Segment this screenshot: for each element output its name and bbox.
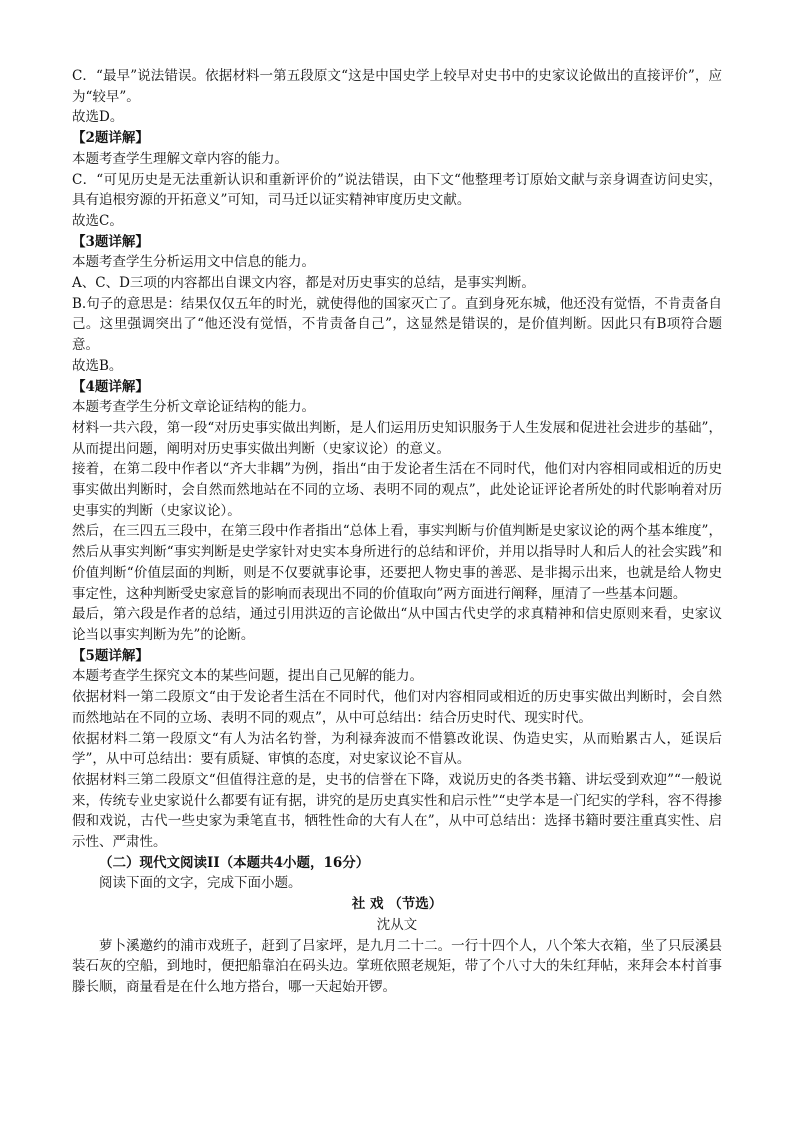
paragraph: C．“可见历史是无法重新认识和重新评价的”说法错误，由下文“他整理考订原始文献与亲身调查访问史实，具有追根穷源的开拓意义”可知，司马迁以证实精神审度历史文献。: [72, 171, 722, 209]
paragraph: 然后，在三四五三段中，在第三段中作者指出“总体上看，事实判断与价值判断是史家议论的两个基本维度”，然后从事实判断“事实判断是史学家针对史实本身所进行的总结和评价，并用以指导时人和后人的社会实践”和价值判断“价值层面的判断，则是不仅要就事论事，还要把人物史事的善恶、是非揭示出来，也就是给人物史事定性，这种判断受史家意旨的影响而表现出不同的价值取向”两方面进行阐释，厘清了一些基本问题。: [72, 523, 722, 602]
question-heading: 【2题详解】: [72, 130, 149, 147]
paragraph: 接着，在第二段中作者以“齐大非耦”为例，指出“由于发论者生活在不同时代，他们对内容相同或相近的历史事实做出判断时，会自然而然地站在不同的立场、表明不同的观点”，此处论证评论者所处的时代影响着对历史事实的判断（史家议论）。: [72, 461, 722, 519]
question-heading: 【4题详解】: [72, 378, 149, 395]
paragraph: 故选C。: [72, 212, 123, 229]
paragraph: B.句子的意思是：结果仅仅五年的时光，就使得他的国家灭亡了。直到身死东城，他还没有觉悟，不肯责备自己。这里强调突出了“他还没有觉悟，不肯责备自己”，这显然是错误的，是价值判断。因此只有B项符合题意。: [72, 295, 722, 354]
paragraph: 故选B。: [72, 357, 123, 374]
section-heading: （二）现代文阅读II（本题共4小题，16分）: [99, 854, 370, 871]
paragraph: A、C、D三项的内容都出自课文内容，都是对历史事实的总结，是事实判断。: [72, 275, 535, 292]
paragraph: 依据材料二第一段原文“有人为沽名钓誉，为利禄奔波而不惜篡改讹误、伪造史实，从而贻累古人，延误后学”，从中可总结出：要有质疑、审慎的态度，对史家议论不盲从。: [72, 730, 722, 768]
paragraph: 本题考查学生探究文本的某些问题，提出自己见解的能力。: [72, 668, 423, 685]
article-author: 沈从文: [376, 916, 418, 933]
paragraph: 本题考查学生分析运用文中信息的能力。: [72, 254, 315, 271]
paragraph: C．“最早”说法错误。依据材料一第五段原文“这是中国史学上较早对史书中的史家议论做出的直接评价”，应为“较早”。: [72, 68, 722, 105]
paragraph: 最后，第六段是作者的总结，通过引用洪迈的言论做出“从中国古代史学的求真精神和信史原则来看，史家议论当以事实判断为先”的论断。: [72, 606, 722, 643]
paragraph: 依据材料一第二段原文“由于发论者生活在不同时代，他们对内容相同或相近的历史事实做出判断时，会自然而然地站在不同的立场、表明不同的观点”，从中可总结出：结合历史时代、现实时代。: [72, 689, 722, 726]
paragraph: 依据材料三第二段原文“但值得注意的是，史书的信誉在下降，戏说历史的各类书籍、讲坛受到欢迎”“一般说来，传统专业史家说什么都要有证有据，讲究的是历史真实性和启示性”“史学本是一门纪实的学科，容不得掺假和戏说，古代一些史家为秉笔直书，牺牲性命的大有人在”，从中可总结出：选择书籍时要注重真实性、启示性、严肃性。: [72, 771, 722, 851]
article-paragraph: 萝卜溪邀约的浦市戏班子，赶到了吕家坪，是九月二十二。一行十四个人，八个笨大衣箱，坐了只辰溪县装石灰的空船，到地时，便把船靠泊在码头边。掌班依照老规矩，带了个八寸大的朱红拜帖，来拜会本村首事滕长顺，商量看是在什么地方搭台，哪一天起始开锣。: [72, 937, 722, 995]
paragraph: 本题考查学生理解文章内容的能力。: [72, 150, 288, 167]
document-page: [72, 66, 722, 998]
paragraph: 本题考查学生分析文章论证结构的能力。: [72, 399, 315, 416]
article-title: 社 戏 （节选）: [351, 896, 443, 913]
question-heading: 【5题详解】: [72, 647, 149, 664]
instruction-text: 阅读下面的文字，完成下面小题。: [99, 875, 302, 892]
paragraph: 材料一共六段，第一段“对历史事实做出判断，是人们运用历史知识服务于人生发展和促进社会进步的基础”，从而提出问题，阐明对历史事实做出判断（史家议论）的意义。: [72, 419, 722, 457]
question-heading: 【3题详解】: [72, 233, 149, 250]
paragraph: 故选D。: [72, 109, 124, 126]
